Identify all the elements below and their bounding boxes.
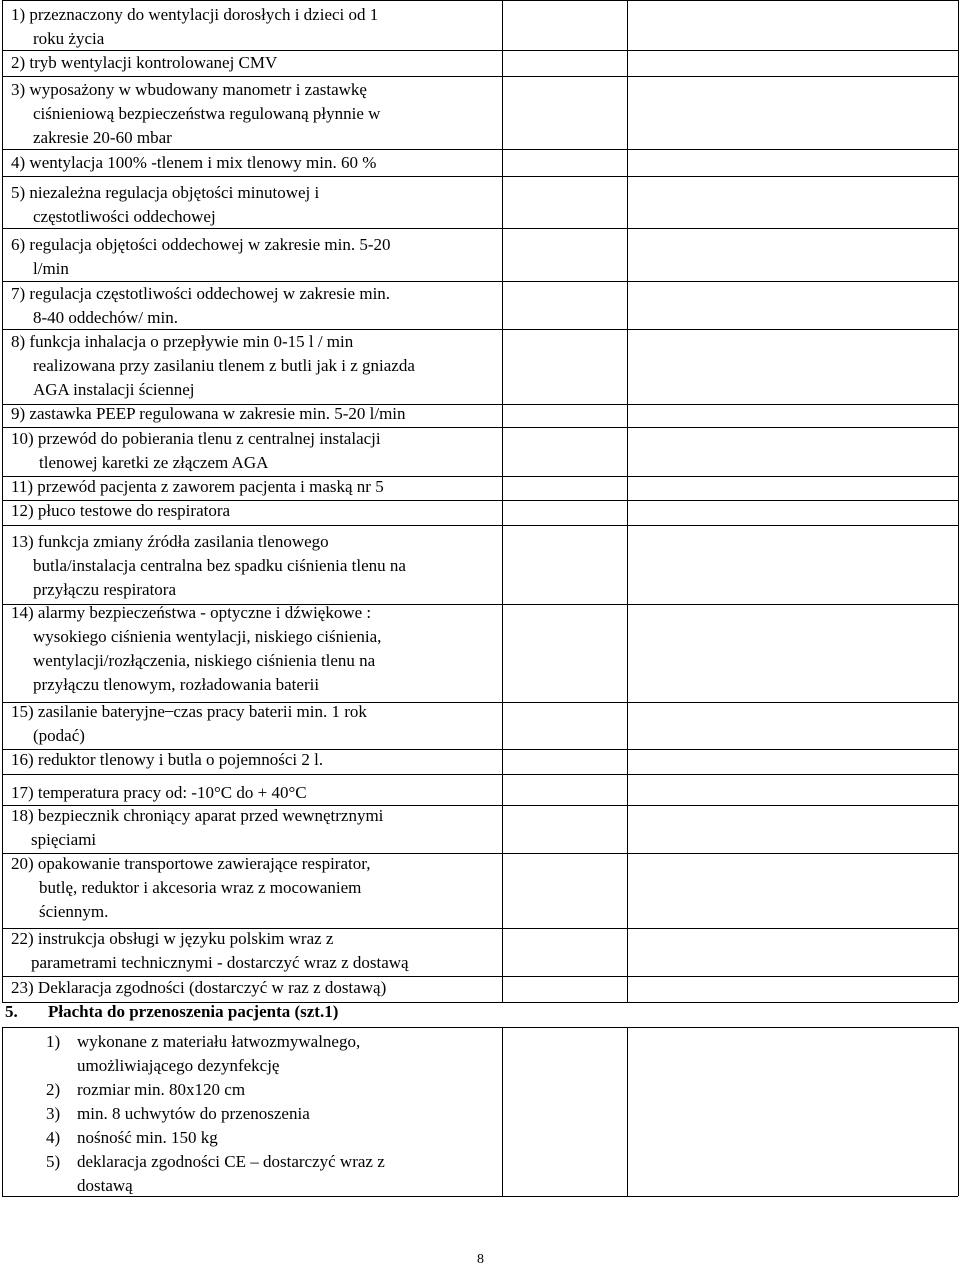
list-item-text: umożliwiającego dezynfekcję xyxy=(77,1056,280,1075)
spec-line: ściennym. xyxy=(39,902,109,921)
spec-line: butla/instalacja centralna bez spadku ciśnienia tlenu na xyxy=(33,556,406,575)
row-divider xyxy=(2,1196,958,1197)
column-divider xyxy=(2,0,3,1002)
spec-line: 4) wentylacja 100% -tlenem i mix tlenowy min. 60 % xyxy=(11,153,377,172)
spec-line: 5) niezależna regulacja objętości minutowej i xyxy=(11,183,320,202)
spec-line: 9) zastawka PEEP regulowana w zakresie min. 5-20 l/min xyxy=(11,404,406,423)
row-divider xyxy=(2,774,958,775)
list-item-number: 3) xyxy=(46,1104,61,1123)
spec-line: 16) reduktor tlenowy i butla o pojemności 2 l. xyxy=(11,750,324,769)
spec-line: 7) regulacja częstotliwości oddechowej w zakresie min. xyxy=(11,284,391,303)
spec-line: roku życia xyxy=(33,29,105,48)
spec-line: 11) przewód pacjenta z zaworem pacjenta i maską nr 5 xyxy=(11,477,384,496)
spec-line: 12) płuco testowe do respiratora xyxy=(11,501,231,520)
spec-line: 1) przeznaczony do wentylacji dorosłych i dzieci od 1 xyxy=(11,5,379,24)
list-item-number: 4) xyxy=(46,1128,61,1147)
spec-line: 13) funkcja zmiany źródła zasilania tlenowego xyxy=(11,532,329,551)
spec-line: 22) instrukcja obsługi w języku polskim wraz z xyxy=(11,929,334,948)
column-divider xyxy=(627,1027,628,1196)
column-divider xyxy=(958,0,959,1002)
row-divider xyxy=(2,76,958,77)
spec-line: butlę, reduktor i akcesoria wraz z mocowaniem xyxy=(39,878,362,897)
list-item-text: nośność min. 150 kg xyxy=(77,1128,218,1147)
spec-line: przyłączu tlenowym, rozładowania baterii xyxy=(33,675,320,694)
spec-line: (podać) xyxy=(33,726,85,745)
spec-line: wentylacji/rozłączenia, niskiego ciśnienia tlenu na xyxy=(33,651,376,670)
section-title: Płachta do przenoszenia pacjenta (szt.1) xyxy=(48,1002,339,1021)
spec-line: wysokiego ciśnienia wentylacji, niskiego ciśnienia, xyxy=(33,627,382,646)
column-divider xyxy=(2,1027,3,1196)
list-item-text: deklaracja zgodności CE – dostarczyć wraz z xyxy=(77,1152,385,1171)
row-divider xyxy=(2,0,958,1)
spec-line: 20) opakowanie transportowe zawierające respirator, xyxy=(11,854,371,873)
spec-line: 18) bezpiecznik chroniący aparat przed wewnętrznymi xyxy=(11,806,384,825)
spec-line: 6) regulacja objętości oddechowej w zakresie min. 5-20 xyxy=(11,235,391,254)
spec-line: parametrami technicznymi - dostarczyć wraz z dostawą xyxy=(31,953,409,972)
spec-line: l/min xyxy=(33,259,69,278)
list-item-number: 5) xyxy=(46,1152,61,1171)
row-divider xyxy=(2,228,958,229)
spec-line: spięciami xyxy=(31,830,97,849)
spec-line: 2) tryb wentylacji kontrolowanej CMV xyxy=(11,53,278,72)
row-divider xyxy=(2,525,958,526)
spec-line: tlenowej karetki ze złączem AGA xyxy=(39,453,269,472)
list-item-text: rozmiar min. 80x120 cm xyxy=(77,1080,246,1099)
spec-line: 3) wyposażony w wbudowany manometr i zastawkę xyxy=(11,80,367,99)
row-divider xyxy=(2,149,958,150)
spec-line: realizowana przy zasilaniu tlenem z butli jak i z gniazda xyxy=(33,356,415,375)
row-divider xyxy=(2,176,958,177)
page-number: 8 xyxy=(477,1252,484,1267)
spec-line: ciśnieniową bezpieczeństwa regulowaną płynnie w xyxy=(33,104,381,123)
column-divider xyxy=(958,1027,959,1196)
list-item-text: wykonane z materiału łatwozmywalnego, xyxy=(77,1032,361,1051)
list-item-number: 1) xyxy=(46,1032,61,1051)
column-divider xyxy=(627,0,628,1002)
section-number: 5. xyxy=(5,1002,18,1021)
column-divider xyxy=(502,1027,503,1196)
list-item-number: 2) xyxy=(46,1080,61,1099)
spec-line: częstotliwości oddechowej xyxy=(33,207,216,226)
spec-line: 14) alarmy bezpieczeństwa - optyczne i dźwiękowe : xyxy=(11,603,372,622)
spec-line: AGA instalacji ściennej xyxy=(33,380,195,399)
spec-line: 8) funkcja inhalacja o przepływie min 0-15 l / min xyxy=(11,332,354,351)
spec-line: 10) przewód do pobierania tlenu z centralnej instalacji xyxy=(11,429,381,448)
spec-line: 17) temperatura pracy od: -10°C do + 40°C xyxy=(11,783,307,802)
spec-line: 23) Deklaracja zgodności (dostarczyć w raz z dostawą) xyxy=(11,978,387,997)
spec-line: zakresie 20-60 mbar xyxy=(33,128,172,147)
column-divider xyxy=(502,0,503,1002)
list-item-text: min. 8 uchwytów do przenoszenia xyxy=(77,1104,310,1123)
spec-line: 15) zasilanie bateryjne ̶ czas pracy baterii min. 1 rok xyxy=(11,702,367,721)
spec-line: 8-40 oddechów/ min. xyxy=(33,308,178,327)
spec-line: przyłączu respiratora xyxy=(33,580,176,599)
list-item-text: dostawą xyxy=(77,1176,133,1195)
row-divider xyxy=(2,1027,958,1028)
